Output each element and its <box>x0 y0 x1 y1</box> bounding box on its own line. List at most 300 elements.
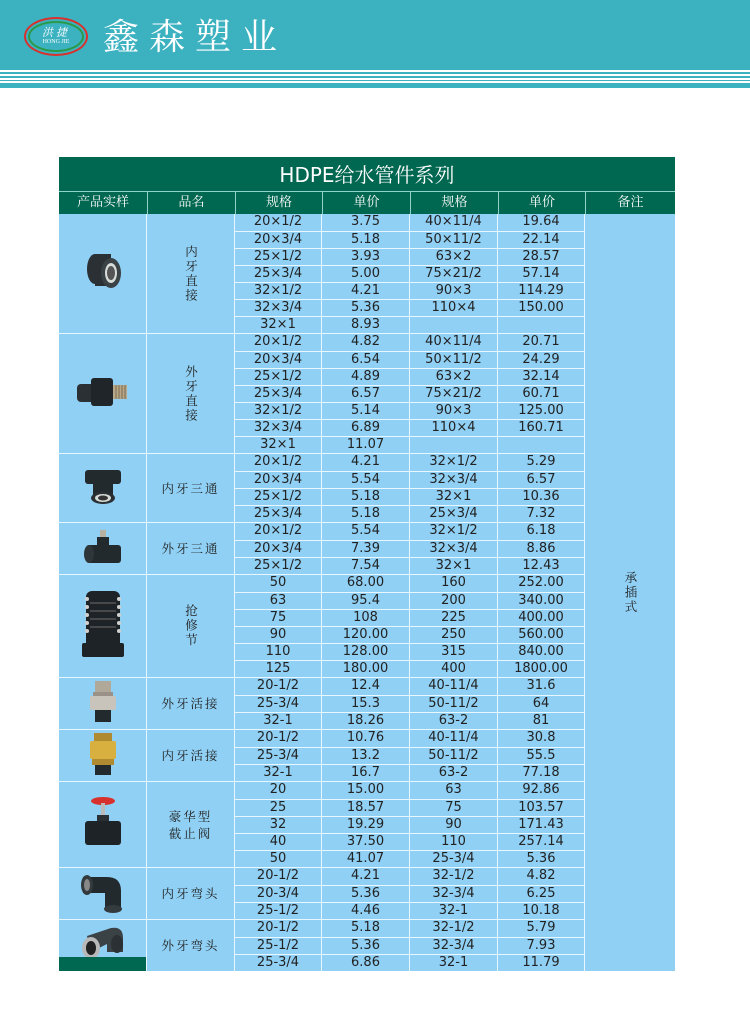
product-name: 内牙直接 <box>183 244 199 303</box>
spec-2-cell: 32×1 <box>410 489 498 505</box>
col-header-spec-1: 规格 <box>235 192 322 214</box>
spec-2-cell: 400 <box>410 661 498 677</box>
price-2-cell <box>498 317 585 333</box>
table-row <box>235 214 585 231</box>
table-row <box>235 368 585 385</box>
spec-2-cell: 40×11/4 <box>410 214 498 231</box>
price-rows <box>235 454 585 522</box>
table-row <box>235 678 585 695</box>
table-row <box>235 799 585 816</box>
table-row <box>235 730 585 747</box>
price-2-cell: 22.14 <box>498 232 585 248</box>
price-2-cell: 28.57 <box>498 249 585 265</box>
spec-2-cell: 32×1 <box>410 558 498 574</box>
price-2-cell: 150.00 <box>498 300 585 316</box>
spec-2-cell <box>410 317 498 333</box>
spec-1-cell: 25×1/2 <box>235 249 322 265</box>
product-name-cell <box>147 575 235 677</box>
product-image <box>59 334 147 453</box>
table-row <box>235 782 585 799</box>
spec-2-cell: 250 <box>410 627 498 643</box>
logo-en-text: HONG JIE <box>42 39 70 45</box>
price-1-cell: 12.4 <box>322 678 410 695</box>
price-2-cell: 30.8 <box>498 730 585 747</box>
price-2-cell: 252.00 <box>498 575 585 592</box>
price-1-cell: 13.2 <box>322 748 410 764</box>
price-2-cell: 171.43 <box>498 817 585 833</box>
price-rows <box>235 334 585 453</box>
spec-1-cell: 20×3/4 <box>235 352 322 368</box>
price-1-cell: 18.57 <box>322 800 410 816</box>
price-1-cell: 6.89 <box>322 420 410 436</box>
product-name <box>169 808 213 842</box>
spec-1-cell: 25×1/2 <box>235 558 322 574</box>
product-image <box>59 730 147 781</box>
table-row <box>235 695 585 712</box>
spec-1-cell: 32×3/4 <box>235 300 322 316</box>
price-2-cell: 4.82 <box>498 868 585 885</box>
product-groups <box>59 214 585 971</box>
spec-1-cell: 20×1/2 <box>235 334 322 351</box>
spec-1-cell: 32×3/4 <box>235 420 322 436</box>
price-1-cell: 5.36 <box>322 300 410 316</box>
table-row <box>235 920 585 937</box>
col-header-remark: 备注 <box>585 192 675 214</box>
product-name-cell <box>147 678 235 729</box>
price-2-cell: 60.71 <box>498 386 585 402</box>
price-2-cell: 103.57 <box>498 800 585 816</box>
price-1-cell: 68.00 <box>322 575 410 592</box>
price-1-cell: 4.46 <box>322 903 410 919</box>
spec-2-cell: 50×11/2 <box>410 352 498 368</box>
price-1-cell: 41.07 <box>322 851 410 867</box>
spec-1-cell: 75 <box>235 610 322 626</box>
price-2-cell: 125.00 <box>498 403 585 419</box>
product-name-cell <box>147 868 235 919</box>
price-rows <box>235 782 585 867</box>
table-row <box>235 626 585 643</box>
table-row <box>235 833 585 850</box>
col-header-price-1: 单价 <box>322 192 410 214</box>
price-rows <box>235 214 585 333</box>
product-group <box>59 522 585 574</box>
table-row <box>235 868 585 885</box>
price-1-cell: 11.07 <box>322 437 410 453</box>
male-union-icon <box>86 679 120 729</box>
spec-1-cell: 50 <box>235 851 322 867</box>
price-1-cell: 4.21 <box>322 454 410 471</box>
price-rows <box>235 868 585 919</box>
spec-1-cell: 20×1/2 <box>235 523 322 540</box>
product-name: 抢修节 <box>183 604 199 648</box>
price-1-cell: 7.39 <box>322 541 410 557</box>
price-1-cell: 95.4 <box>322 593 410 609</box>
spec-2-cell: 50×11/2 <box>410 232 498 248</box>
product-group <box>59 574 585 677</box>
price-1-cell: 128.00 <box>322 644 410 660</box>
price-2-cell: 5.79 <box>498 920 585 937</box>
spec-1-cell: 20-1/2 <box>235 678 322 695</box>
spec-2-cell: 63×2 <box>410 369 498 385</box>
remark-text: 承插式 <box>623 570 638 615</box>
spec-2-cell: 32-3/4 <box>410 938 498 954</box>
product-name: 外牙三通 <box>161 541 220 556</box>
spec-1-cell: 25×1/2 <box>235 369 322 385</box>
price-2-cell: 20.71 <box>498 334 585 351</box>
spec-2-cell: 25×3/4 <box>410 506 498 522</box>
price-1-cell: 180.00 <box>322 661 410 677</box>
table-row <box>235 316 585 333</box>
spec-1-cell: 32-1 <box>235 713 322 729</box>
table-header-row <box>59 191 675 214</box>
spec-2-cell: 32×1/2 <box>410 454 498 471</box>
spec-1-cell: 25 <box>235 800 322 816</box>
spec-1-cell: 25-1/2 <box>235 903 322 919</box>
spec-1-cell: 40 <box>235 834 322 850</box>
spec-2-cell <box>410 437 498 453</box>
spec-2-cell: 160 <box>410 575 498 592</box>
price-2-cell <box>498 437 585 453</box>
price-1-cell: 6.57 <box>322 386 410 402</box>
price-2-cell: 6.25 <box>498 886 585 902</box>
price-2-cell: 8.86 <box>498 541 585 557</box>
price-1-cell: 10.76 <box>322 730 410 747</box>
spec-1-cell: 25×3/4 <box>235 506 322 522</box>
spec-1-cell: 25-3/4 <box>235 748 322 764</box>
table-title: HDPE给水管件系列 <box>59 157 675 191</box>
table-row <box>235 885 585 902</box>
spec-1-cell: 32 <box>235 817 322 833</box>
spec-2-cell: 200 <box>410 593 498 609</box>
spec-1-cell: 20×1/2 <box>235 214 322 231</box>
male-straight-coupling-icon <box>73 374 133 414</box>
product-name: 外牙弯头 <box>161 938 220 953</box>
product-name-cell <box>147 334 235 453</box>
product-name: 内牙活接 <box>161 748 220 763</box>
product-image <box>59 523 147 574</box>
price-1-cell: 4.82 <box>322 334 410 351</box>
spec-2-cell: 63-2 <box>410 765 498 781</box>
product-image <box>59 454 147 522</box>
product-image <box>59 782 147 867</box>
table-row <box>235 454 585 471</box>
company-name: 鑫森塑业 <box>103 17 288 58</box>
price-2-cell: 6.57 <box>498 472 585 488</box>
product-group <box>59 333 585 453</box>
spec-2-cell: 40×11/4 <box>410 334 498 351</box>
product-name-line: 豪华型 <box>168 808 213 824</box>
product-image <box>59 868 147 919</box>
spec-2-cell: 32-1/2 <box>410 868 498 885</box>
product-name-cell <box>147 454 235 522</box>
price-2-cell: 64 <box>498 696 585 712</box>
col-header-price-2: 单价 <box>498 192 585 214</box>
spec-2-cell: 40-11/4 <box>410 678 498 695</box>
spec-2-cell: 63-2 <box>410 713 498 729</box>
spec-1-cell: 20×3/4 <box>235 472 322 488</box>
price-1-cell: 19.29 <box>322 817 410 833</box>
price-2-cell: 257.14 <box>498 834 585 850</box>
price-1-cell: 6.54 <box>322 352 410 368</box>
spec-2-cell: 32×1/2 <box>410 523 498 540</box>
price-2-cell: 840.00 <box>498 644 585 660</box>
table-row <box>235 660 585 677</box>
table-row <box>235 299 585 316</box>
price-1-cell: 3.93 <box>322 249 410 265</box>
table-row <box>235 902 585 919</box>
table-row <box>235 643 585 660</box>
spec-2-cell: 110×4 <box>410 300 498 316</box>
price-1-cell: 5.18 <box>322 232 410 248</box>
spec-1-cell: 32×1/2 <box>235 403 322 419</box>
spec-1-cell: 25-1/2 <box>235 938 322 954</box>
remark-cell <box>585 214 675 971</box>
female-straight-coupling-icon <box>81 249 125 299</box>
price-2-cell: 77.18 <box>498 765 585 781</box>
price-1-cell: 4.89 <box>322 369 410 385</box>
spec-2-cell: 75 <box>410 800 498 816</box>
spec-1-cell: 20-1/2 <box>235 868 322 885</box>
spec-2-cell: 90 <box>410 817 498 833</box>
spec-1-cell: 25-3/4 <box>235 955 322 971</box>
price-1-cell: 5.14 <box>322 403 410 419</box>
spec-1-cell: 20×3/4 <box>235 232 322 248</box>
price-2-cell: 5.29 <box>498 454 585 471</box>
spec-1-cell: 50 <box>235 575 322 592</box>
product-name-cell <box>147 782 235 867</box>
price-1-cell: 5.54 <box>322 472 410 488</box>
spec-2-cell: 315 <box>410 644 498 660</box>
price-2-cell: 24.29 <box>498 352 585 368</box>
header-stripes <box>0 70 750 88</box>
brand-logo <box>24 17 88 56</box>
price-1-cell: 3.75 <box>322 214 410 231</box>
price-rows <box>235 730 585 781</box>
price-1-cell: 15.3 <box>322 696 410 712</box>
price-1-cell: 108 <box>322 610 410 626</box>
product-group <box>59 781 585 867</box>
price-1-cell: 5.18 <box>322 489 410 505</box>
col-header-sample: 产品实样 <box>76 195 129 210</box>
price-1-cell: 37.50 <box>322 834 410 850</box>
price-2-cell: 31.6 <box>498 678 585 695</box>
price-2-cell: 19.64 <box>498 214 585 231</box>
price-2-cell: 114.29 <box>498 283 585 299</box>
spec-1-cell: 20-1/2 <box>235 730 322 747</box>
spec-1-cell: 25×3/4 <box>235 266 322 282</box>
table-row <box>235 282 585 299</box>
table-row <box>235 419 585 436</box>
spec-2-cell: 32×3/4 <box>410 472 498 488</box>
spec-1-cell: 20-3/4 <box>235 886 322 902</box>
spec-1-cell: 32×1 <box>235 437 322 453</box>
spec-2-cell: 32×3/4 <box>410 541 498 557</box>
col-header-name: 品名 <box>147 192 235 214</box>
table-row <box>235 436 585 453</box>
spec-1-cell: 32×1 <box>235 317 322 333</box>
price-1-cell: 5.36 <box>322 938 410 954</box>
spec-1-cell: 25×1/2 <box>235 489 322 505</box>
spec-2-cell: 75×21/2 <box>410 266 498 282</box>
product-group <box>59 214 585 333</box>
price-2-cell: 92.86 <box>498 782 585 799</box>
table-row <box>235 575 585 592</box>
price-2-cell: 10.18 <box>498 903 585 919</box>
price-2-cell: 12.43 <box>498 558 585 574</box>
spec-1-cell: 90 <box>235 627 322 643</box>
spec-2-cell: 32-1 <box>410 955 498 971</box>
product-group <box>59 729 585 781</box>
spec-1-cell: 20 <box>235 782 322 799</box>
table-body <box>59 214 675 971</box>
table-row <box>235 747 585 764</box>
logo-cn-text: 洪捷 <box>42 26 70 39</box>
price-1-cell: 5.54 <box>322 523 410 540</box>
product-name-cell <box>147 730 235 781</box>
spec-2-cell: 50-11/2 <box>410 748 498 764</box>
spec-1-cell: 20×3/4 <box>235 541 322 557</box>
spec-2-cell: 32-1/2 <box>410 920 498 937</box>
table-row <box>235 954 585 971</box>
price-2-cell: 55.5 <box>498 748 585 764</box>
price-1-cell: 4.21 <box>322 283 410 299</box>
spec-1-cell: 63 <box>235 593 322 609</box>
price-2-cell: 11.79 <box>498 955 585 971</box>
table-row <box>235 557 585 574</box>
spec-2-cell: 32-3/4 <box>410 886 498 902</box>
spec-2-cell: 63 <box>410 782 498 799</box>
price-1-cell: 4.21 <box>322 868 410 885</box>
price-2-cell: 32.14 <box>498 369 585 385</box>
price-1-cell: 15.00 <box>322 782 410 799</box>
product-image <box>59 214 147 333</box>
table-row <box>235 937 585 954</box>
price-table <box>59 157 675 971</box>
spec-2-cell: 25-3/4 <box>410 851 498 867</box>
header-banner <box>0 0 750 70</box>
male-tee-icon <box>81 527 125 571</box>
spec-2-cell: 75×21/2 <box>410 386 498 402</box>
product-group <box>59 867 585 919</box>
spec-1-cell: 20×1/2 <box>235 454 322 471</box>
repair-clamp-icon <box>78 585 128 667</box>
spec-1-cell: 25-3/4 <box>235 696 322 712</box>
product-name: 外牙直接 <box>183 364 199 423</box>
table-row <box>235 816 585 833</box>
price-2-cell: 5.36 <box>498 851 585 867</box>
price-2-cell: 57.14 <box>498 266 585 282</box>
product-image <box>59 678 147 729</box>
table-row <box>235 592 585 609</box>
table-row <box>235 609 585 626</box>
price-rows <box>235 575 585 677</box>
spec-2-cell: 50-11/2 <box>410 696 498 712</box>
stop-valve-icon <box>79 795 127 855</box>
price-1-cell: 5.18 <box>322 506 410 522</box>
price-1-cell: 16.7 <box>322 765 410 781</box>
price-1-cell: 7.54 <box>322 558 410 574</box>
spec-2-cell: 225 <box>410 610 498 626</box>
table-row <box>235 248 585 265</box>
female-elbow-icon <box>77 869 129 919</box>
product-name: 内牙三通 <box>161 480 220 496</box>
table-row <box>235 402 585 419</box>
price-2-cell: 160.71 <box>498 420 585 436</box>
table-row <box>235 471 585 488</box>
footer-accent <box>59 957 146 971</box>
table-row <box>235 712 585 729</box>
female-union-icon <box>86 731 120 781</box>
spec-1-cell: 110 <box>235 644 322 660</box>
table-row <box>235 385 585 402</box>
price-rows <box>235 920 585 971</box>
price-1-cell: 6.86 <box>322 955 410 971</box>
product-name: 外牙活接 <box>161 696 220 711</box>
price-1-cell: 18.26 <box>322 713 410 729</box>
price-2-cell: 10.36 <box>498 489 585 505</box>
spec-1-cell: 125 <box>235 661 322 677</box>
price-2-cell: 400.00 <box>498 610 585 626</box>
table-row <box>235 523 585 540</box>
price-2-cell: 7.93 <box>498 938 585 954</box>
product-group <box>59 453 585 522</box>
price-1-cell: 5.18 <box>322 920 410 937</box>
price-1-cell: 5.00 <box>322 266 410 282</box>
product-name-line: 截止阀 <box>168 825 213 841</box>
spec-2-cell: 90×3 <box>410 283 498 299</box>
price-1-cell: 8.93 <box>322 317 410 333</box>
spec-1-cell: 32-1 <box>235 765 322 781</box>
table-row <box>235 850 585 867</box>
price-1-cell: 5.36 <box>322 886 410 902</box>
spec-1-cell: 25×3/4 <box>235 386 322 402</box>
price-2-cell: 340.00 <box>498 593 585 609</box>
product-image <box>59 575 147 677</box>
female-tee-icon <box>83 466 123 510</box>
price-2-cell: 7.32 <box>498 506 585 522</box>
price-1-cell: 120.00 <box>322 627 410 643</box>
table-row <box>235 351 585 368</box>
spec-1-cell: 32×1/2 <box>235 283 322 299</box>
spec-2-cell: 110×4 <box>410 420 498 436</box>
col-header-spec-2: 规格 <box>410 192 498 214</box>
product-name-cell <box>147 920 235 971</box>
table-row <box>235 505 585 522</box>
spec-2-cell: 40-11/4 <box>410 730 498 747</box>
table-row <box>235 764 585 781</box>
product-name-cell <box>147 523 235 574</box>
table-row <box>235 540 585 557</box>
product-group <box>59 677 585 729</box>
product-name-cell <box>147 214 235 333</box>
price-rows <box>235 523 585 574</box>
price-rows <box>235 678 585 729</box>
table-row <box>235 488 585 505</box>
price-2-cell: 1800.00 <box>498 661 585 677</box>
spec-2-cell: 110 <box>410 834 498 850</box>
spec-2-cell: 90×3 <box>410 403 498 419</box>
table-row <box>235 265 585 282</box>
spec-2-cell: 63×2 <box>410 249 498 265</box>
price-2-cell: 560.00 <box>498 627 585 643</box>
price-2-cell: 81 <box>498 713 585 729</box>
table-row <box>235 231 585 248</box>
spec-2-cell: 32-1 <box>410 903 498 919</box>
table-row <box>235 334 585 351</box>
product-name: 内牙弯头 <box>161 886 220 901</box>
price-2-cell: 6.18 <box>498 523 585 540</box>
spec-1-cell: 20-1/2 <box>235 920 322 937</box>
